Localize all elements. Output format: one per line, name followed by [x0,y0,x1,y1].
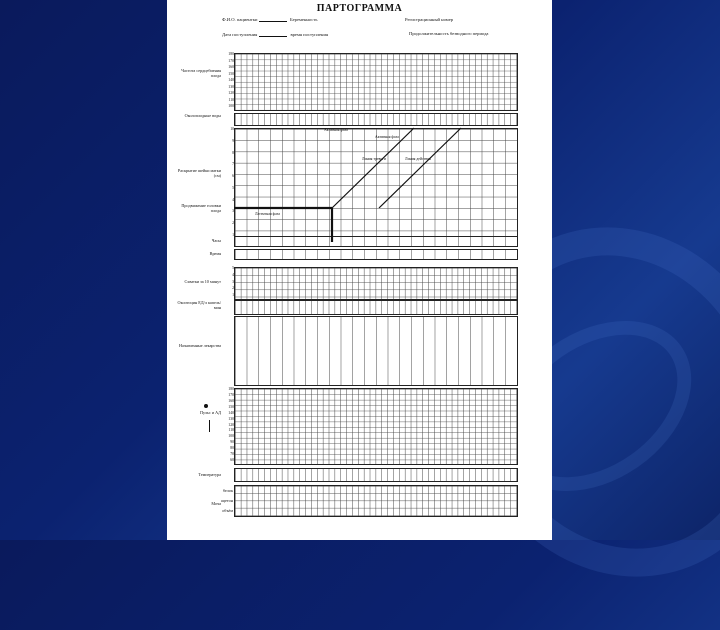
admission-time-label: время поступления [290,32,329,37]
amniotic-fluid-label: Околоплодные воды [184,113,221,118]
scale-tick: 110 [228,97,234,102]
scale-tick: 110 [228,428,234,433]
alert-line-annotation: Линия тревоги [362,157,386,161]
scale-tick: 150 [228,404,234,409]
pulse-bp-label: Пульс и АД [199,410,221,415]
scale-tick: 170 [228,58,234,63]
scale-tick: 120 [228,91,234,95]
oxytocin-label: Окситоцин ЕД/л капель/мин [177,300,221,311]
urine-row-volume: объём [222,508,233,513]
urine-row-acetone: ацетон [220,498,233,503]
partogram-page [167,0,552,540]
scale-tick: 130 [228,84,234,89]
head-descent-label: Продвижение головки плода [181,203,221,214]
action-line [379,128,461,208]
admission-date-label: Дата поступления [222,32,258,37]
scale-tick: 160 [228,398,234,403]
action-line-annotation: Линия действия [405,157,431,161]
scale-tick: 10 [230,127,234,131]
scale-tick: 150 [228,71,234,76]
scale-tick: 90 [230,440,234,445]
urine-row-protein: белок [222,488,233,493]
membranes-label: Продолжительность безводного периода [409,31,489,36]
pregnancy-label: Беременность [290,17,318,22]
latent-phase-annotation: Латентная фаза [255,212,280,216]
registration-label: Регистрационный номер [405,17,454,22]
temperature-label: Температура [198,472,221,477]
alert-line [332,128,414,208]
scale-tick: 140 [228,410,234,415]
cervical-dilation-label: Раскрытие шейки матки (см) [177,168,221,179]
scale-tick: 170 [228,392,234,397]
time-label: Время [209,251,221,256]
scale-tick: 80 [230,446,234,451]
active-phase-annotation-2: Активная фаза [375,135,399,139]
scale-tick: 130 [228,416,234,421]
urine-label: Моча [211,501,221,506]
scale-tick: 100 [228,434,234,439]
scale-tick: 70 [230,452,234,457]
drugs-label: Назначенные лекарства [179,343,221,348]
scale-tick: 180 [228,52,234,56]
scale-tick: 100 [228,104,234,108]
scale-tick: 60 [230,458,234,462]
document-title: ПАРТОГРАММА [316,3,403,14]
scale-tick: 180 [228,387,234,391]
scale-tick: 120 [228,422,234,427]
partogram-lines [167,0,552,540]
fetal-heart-rate-label: Частота сердцебиения плода [181,68,221,79]
hours-label: Часы [211,238,221,243]
contractions-label: Схватки за 10 минут [184,279,221,284]
scale-tick: 160 [228,65,234,69]
patient-label: Ф.И.О. пациентки [222,17,258,22]
active-phase-annotation: Активная фаза [324,128,348,132]
scale-tick: 140 [228,78,234,82]
